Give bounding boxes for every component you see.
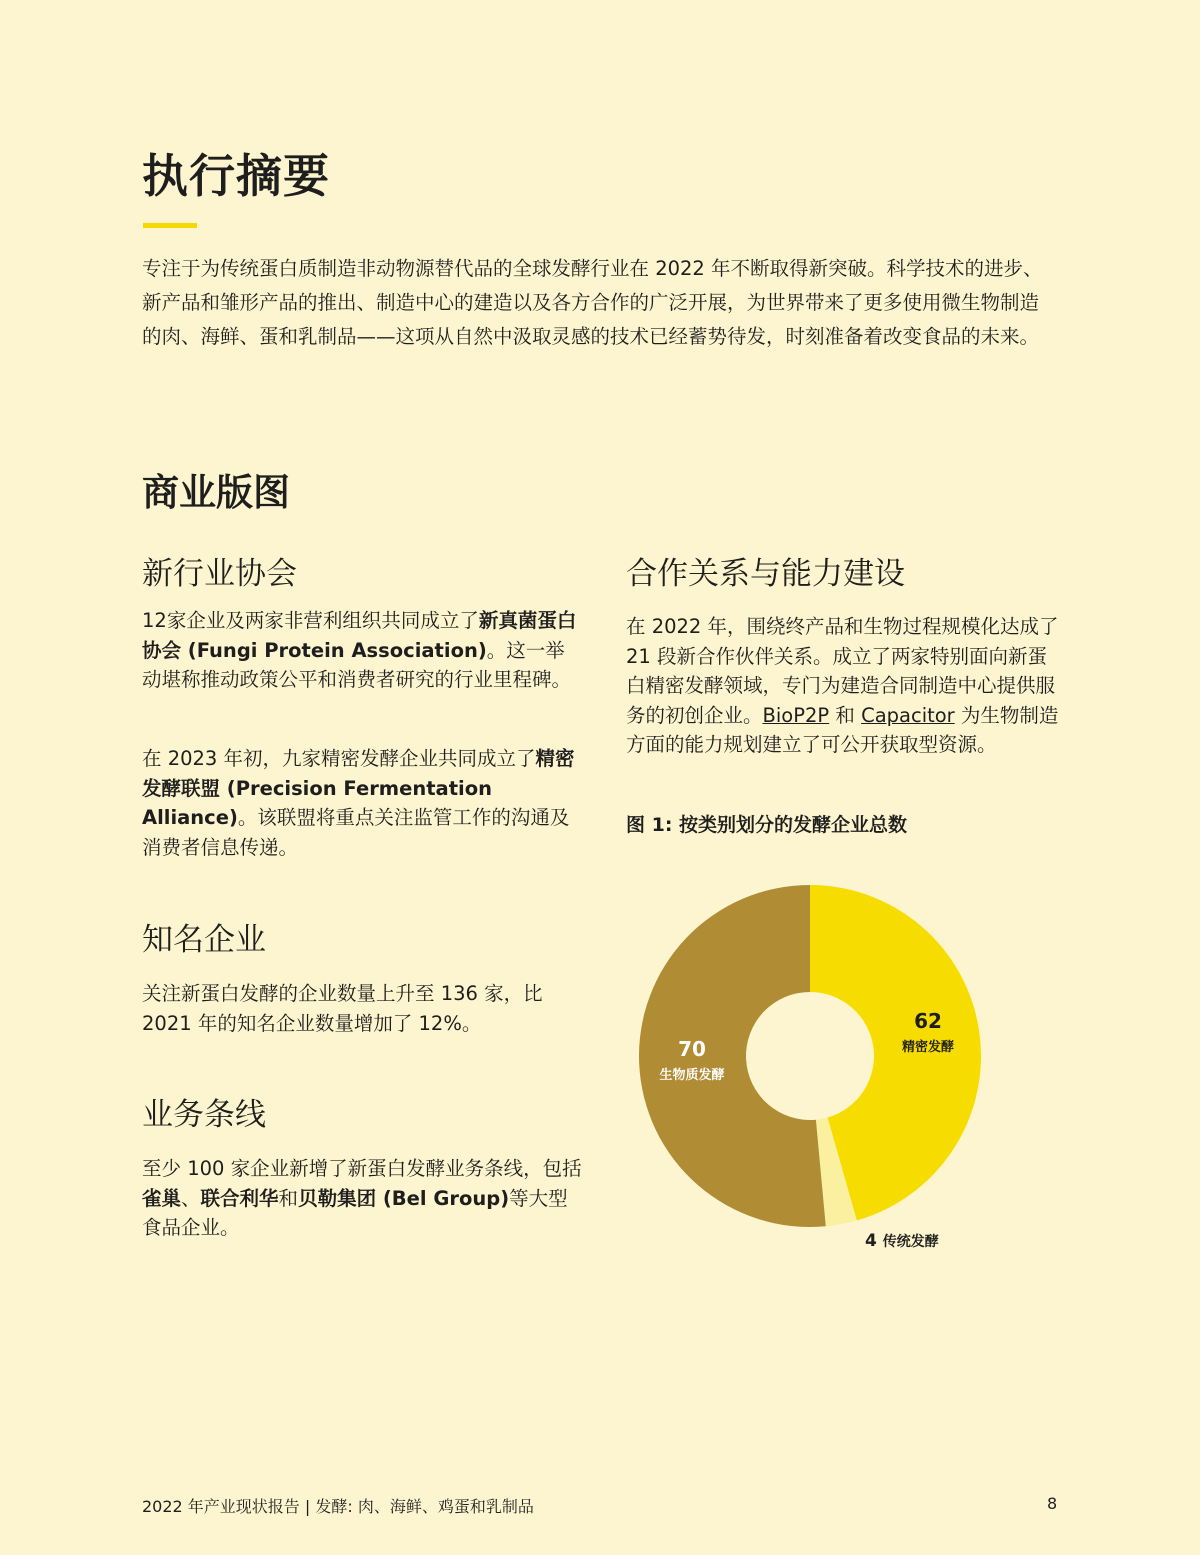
text: 12家企业及两家非营利组织共同成立了 xyxy=(142,609,479,632)
title-underline xyxy=(143,223,197,228)
text: 和 xyxy=(829,703,862,727)
nestle: 雀巢 xyxy=(142,1186,182,1210)
heading-business-lines: 业务条线 xyxy=(142,1097,266,1133)
donut-chart xyxy=(600,860,1020,1270)
text: 、 xyxy=(181,1186,201,1210)
section-title: 商业版图 xyxy=(142,471,290,514)
figure-caption: 图 1: 按类别划分的发酵企业总数 xyxy=(626,814,908,836)
heading-associations: 新行业协会 xyxy=(142,556,297,592)
biop2p-link[interactable]: BioP2P xyxy=(762,703,830,727)
slice-label-1: 4 传统发酵 xyxy=(865,1231,939,1251)
heading-companies: 知名企业 xyxy=(142,922,266,958)
business-lines-paragraph xyxy=(142,1154,582,1243)
footer-text: 2022 年产业现状报告 | 发酵: 肉、海鲜、鸡蛋和乳制品 xyxy=(142,1497,534,1516)
text: 至少 100 家企业新增了新蛋白发酵业务条线，包括 xyxy=(142,1157,582,1180)
intro-paragraph: 专注于为传统蛋白质制造非动物源替代品的全球发酵行业在 2022 年不断取得新突破。科学技术的进步、新产品和雏形产品的推出、制造中心的建造以及各方合作的广泛开展，为世界带来了更多使用微生物制造的肉、海鲜、蛋和乳制品——这项从自然中汲取灵感的技术已经蓄势待发，时刻准备着改变食品的未来。 xyxy=(142,257,1043,348)
page-title: 执行摘要 xyxy=(142,149,330,203)
text: 在 2022 年，围绕终产品和生物过程规模化达成了 21 段新合作伙伴关系。成立了两家特别面向新蛋白精密发酵领域，专门为建造合同制造中心提供服务的初创企业。 xyxy=(626,615,1059,727)
fungi-protein-association: 新真菌蛋白协会 (Fungi Protein Association) xyxy=(142,609,577,662)
text: 等大型食品企业。 xyxy=(142,1186,568,1239)
companies-paragraph: 关注新蛋白发酵的企业数量上升至 136 家，比 2021 年的知名企业数量增加了 12%。 xyxy=(142,982,543,1035)
associations-paragraph-1 xyxy=(142,606,582,695)
slice-2 xyxy=(639,885,826,1227)
precision-fermentation-alliance: 精密发酵联盟 (Precision Fermentation Alliance) xyxy=(142,747,575,829)
text: 和 xyxy=(278,1186,299,1210)
bel-group-en: (Bel Group) xyxy=(376,1186,510,1210)
heading-partnerships: 合作关系与能力建设 xyxy=(626,556,905,592)
associations-paragraph-2 xyxy=(142,744,582,862)
text: 为生物制造方面的能力规划建立了可公开获取型资源。 xyxy=(626,703,1059,756)
text: 。该联盟将重点关注监管工作的沟通及消费者信息传递。 xyxy=(142,806,570,859)
bel-group: 贝勒集团 xyxy=(298,1186,377,1210)
slice-label-2: 70 生物质发酵 xyxy=(659,1037,725,1083)
capacitor-link[interactable]: Capacitor xyxy=(861,703,955,727)
text: 。这一举动堪称推动政策公平和消费者研究的行业里程碑。 xyxy=(142,638,572,691)
slice-label-0: 62 精密发酵 xyxy=(901,1009,955,1055)
partnerships-paragraph xyxy=(626,612,1066,760)
page-number: 8 xyxy=(1047,1494,1058,1513)
text: 在 2023 年初，九家精密发酵企业共同成立了 xyxy=(142,747,536,770)
unilever: 联合利华 xyxy=(200,1186,279,1210)
